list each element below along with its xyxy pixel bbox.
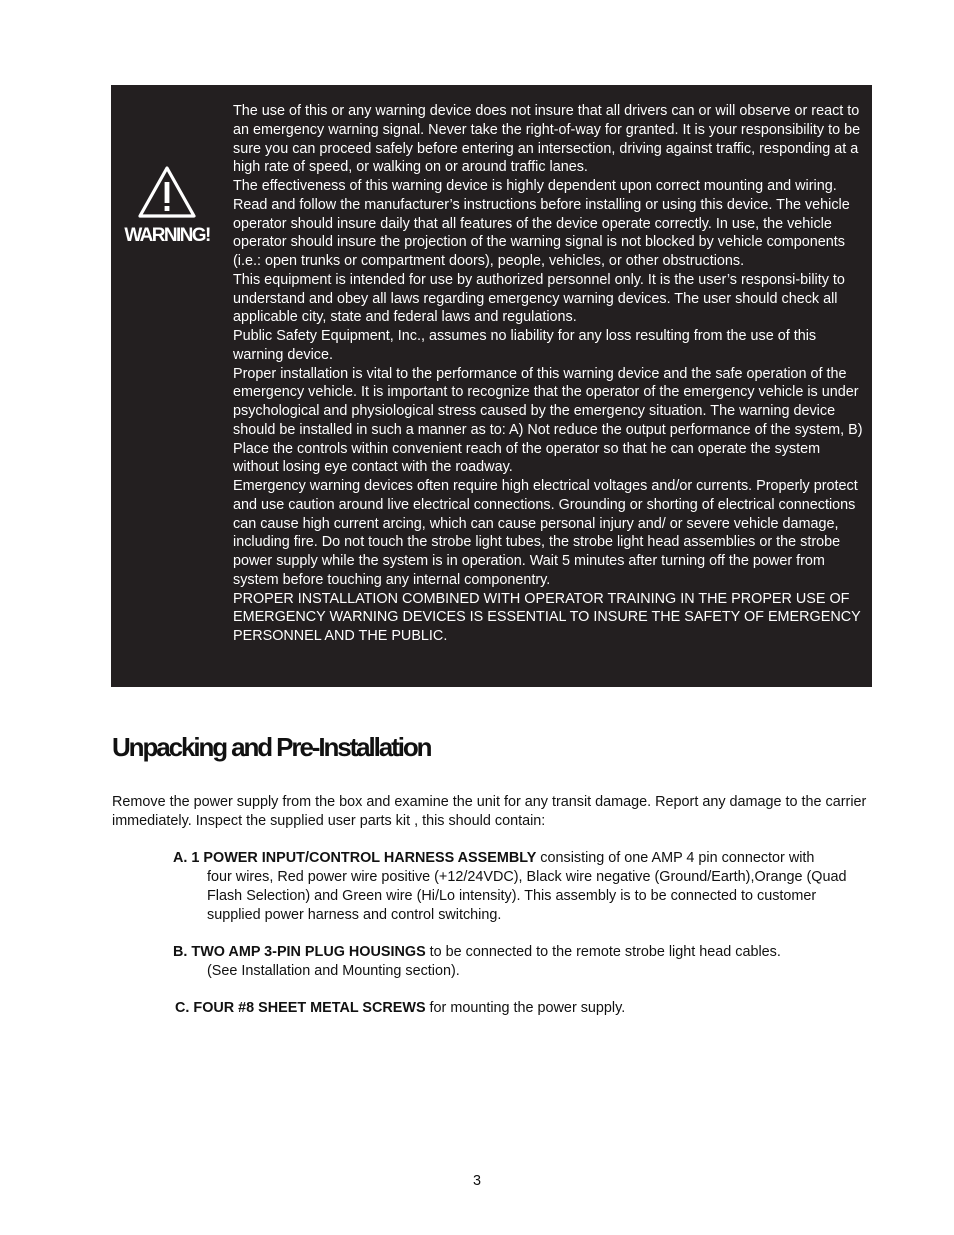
warning-badge: [121, 165, 213, 247]
warning-paragraph: The effectiveness of this warning device is highly dependent upon correct mounting and wiring. Read and follow the manufacturer’s instructions before installing or using this device. The vehicle operator should insure daily that all features of the device operate correctly. In use, the vehicle operator should insure the projection of the warning signal is not blocked by vehicle components (i.e.: open trunks or compartment doors), people, vehicles, or other obstructions.: [233, 178, 850, 269]
list-item-text: consisting of one AMP 4 pin connector with: [536, 850, 815, 866]
list-marker: B.: [173, 944, 188, 960]
warning-label: WARNING!: [124, 225, 210, 246]
warning-paragraph: This equipment is intended for use by authorized personnel only. It is the user’s responsi-bility to understand and obey all laws regarding emergency warning devices. The user should check all applicable city, state and federal laws and regulations.: [233, 271, 845, 326]
list-item-text: to be connected to the remote strobe light head cables.: [425, 944, 781, 960]
warning-text: [233, 102, 865, 646]
list-item-title: 1 POWER INPUT/CONTROL HARNESS ASSEMBLY: [191, 850, 537, 866]
list-marker: A.: [173, 850, 188, 866]
list-item-title: TWO AMP 3-PIN PLUG HOUSINGS: [191, 944, 426, 960]
list-item-title: FOUR #8 SHEET METAL SCREWS: [193, 1000, 426, 1016]
warning-paragraph: Emergency warning devices often require high electrical voltages and/or currents. Properly protect and use caution around live electrical connections. Grounding or shorting of electrical connections can cause high current arcing, which can cause personal injury and/ or severe vehicle damage, including fire. Do not touch the strobe light tubes, the strobe light head assemblies or the strobe power supply while the system is in operation. Wait 5 minutes after turning off the power from system before touching any internal componentry.: [233, 478, 858, 588]
list-item-continuation: four wires, Red power wire positive (+12/24VDC), Black wire negative (Ground/Earth),Orange (Quad Flash Selection) and Green wire (Hi/Lo intensity). This assembly is to be connected to customer supplied power harness and control switching.: [207, 869, 847, 923]
page-number: 3: [472, 1173, 481, 1189]
list-item: [173, 849, 873, 925]
warning-paragraph: Proper installation is vital to the performance of this warning device and the safe operation of the emergency vehicle. It is important to recognize that the operator of the emergency vehicle is under psychological and physiological stress caused by the emergency situation. The warning device should be installed in such a manner as to: A) Not reduce the output performance of the system, B) Place the controls within convenient reach of the operator so that he can operate the system without losing eye contact with the roadway.: [233, 365, 863, 476]
warning-paragraph: PROPER INSTALLATION COMBINED WITH OPERATOR TRAINING IN THE PROPER USE OF EMERGENCY WARNING DEVICES IS ESSENTIAL TO INSURE THE SAFETY OF EMERGENCY PERSONNEL AND THE PUBLIC.: [233, 590, 861, 644]
warning-paragraph: Public Safety Equipment, Inc., assumes no liability for any loss resulting from the use of this warning device.: [233, 328, 817, 363]
list-marker: C.: [175, 1000, 190, 1016]
warning-box: [111, 85, 872, 687]
list-item-continuation: (See Installation and Mounting section).: [207, 963, 460, 979]
list-item: [175, 999, 875, 1018]
intro-paragraph: Remove the power supply from the box and examine the unit for any transit damage. Report any damage to the carrier immediately. Inspect the supplied user parts kit , this should contain:: [112, 794, 867, 829]
warning-paragraph: The use of this or any warning device does not insure that all drivers can or will observe or react to an emergency warning signal. Never take the right-of-way for granted. It is your responsibility to be sure you can proceed safely before entering an intersection, driving against traffic, responding at a high rate of speed, or walking on or around traffic lanes.: [233, 103, 861, 176]
section-title: Unpacking and Pre-Installation: [112, 732, 431, 762]
list-item-text: for mounting the power supply.: [425, 1000, 626, 1016]
warning-triangle-icon: [137, 165, 197, 219]
list-item: [173, 943, 873, 981]
